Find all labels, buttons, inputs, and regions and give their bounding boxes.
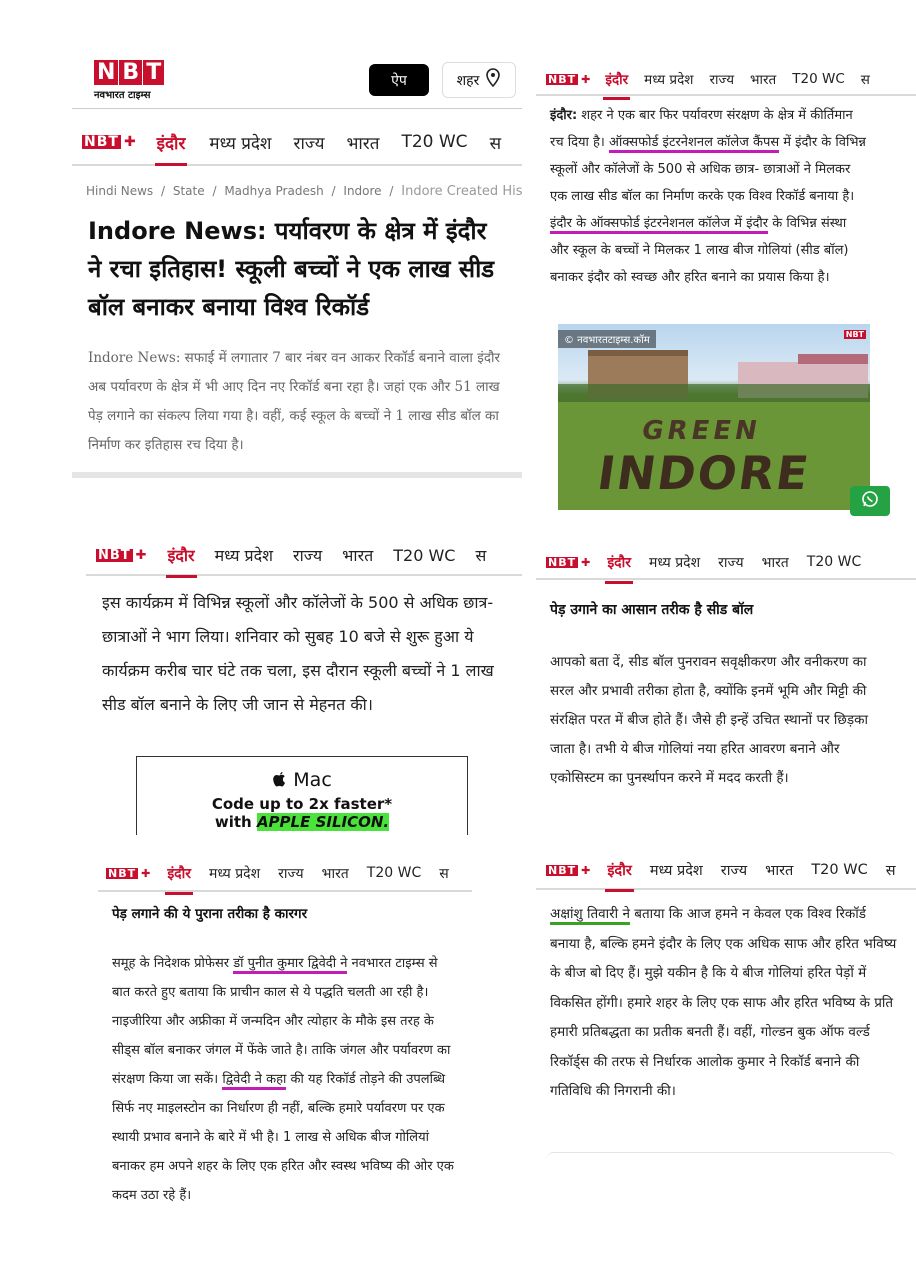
- ad-line-2: with APPLE SILICON.: [214, 813, 390, 831]
- nav-item-indore[interactable]: इंदौर: [167, 865, 191, 882]
- article-summary: Indore News: सफाई में लगातार 7 बार नंबर वन आकर रिकॉर्ड बनाने वाला इंदौर अब पर्यावरण के क्षेत्र में भी आए दिन नए रिकॉर्ड बना रहा है। जहां एक और 51 लाख पेड़ लगाने का संकल्प लिया गया है। वहीं, कई स्कूल के बच्चों ने 1 लाख सीड बॉल का निर्माण कर इतिहास रच दिया है।: [88, 350, 501, 453]
- highlight-oxford-college: इंदौर के ऑक्सफोर्ड इंटरनेशनल कॉलेज में इंदौर: [550, 216, 768, 234]
- nav-item-t20wc[interactable]: T20 WC: [811, 862, 868, 878]
- nav-item-rajya[interactable]: राज्य: [718, 554, 744, 571]
- seed-ball-paragraph: आपको बता दें, सीड बॉल पुनरावन सवृक्षीकरण और वनीकरण का सरल और प्रभावी तरीका होता है, क्योंकि इनमें भूमि और मिट्टी की संरक्षित परत में बीज होते हैं। जैसे ही इन्हें उचित स्थानों पर छिड़का जाता है। तभी ये बीज गोलियां नया हरित आवरण बनाने और एकोसिस्टम का पुनर्स्थापन करने में मदद करती हैं।: [550, 654, 868, 786]
- nav-item-t20wc[interactable]: T20 WC: [806, 554, 862, 570]
- nav-item-indore[interactable]: इंदौर: [607, 554, 631, 571]
- nav-item-madhya-pradesh[interactable]: मध्य प्रदेश: [644, 72, 694, 88]
- image-word-indore: INDORE: [594, 446, 814, 500]
- whatsapp-icon: [861, 490, 879, 512]
- nav-item-more[interactable]: स: [885, 863, 896, 879]
- top-nav: [536, 64, 916, 96]
- panel-old-method: [98, 852, 472, 1272]
- dateline: इंदौर:: [550, 108, 578, 123]
- section-heading: पेड़ लगाने की ये पुराना तरीका है कारगर: [112, 906, 308, 922]
- nav-item-more[interactable]: स: [860, 72, 870, 88]
- intro-paragraph: इंदौर: शहर ने एक बार फिर पर्यावरण संरक्षण के क्षेत्र में कीर्तिमान रच दिया है। ऑक्सफोर्ड इंटरनेशनल कॉलेज कैंपस में इंदौर के विभिन्न स्कूलों और कॉलेजों के 500 से अधिक छात्र- छात्राओं ने मिलकर एक लाख सीड बॉल का निर्माण करके एक विश्व रिकॉर्ड बनाया है। इंदौर के ऑक्सफोर्ड इंटरनेशनल कॉलेज में इंदौर के विभिन्न संस्था और स्कूल के बच्चों ने मिलकर 1 लाख बीज गोलियां (सीड बॉल) बनाकर इंदौर को स्वच्छ और हरित बनाने का प्रयास किया है।: [550, 108, 866, 285]
- nav-item-rajya[interactable]: राज्य: [293, 546, 323, 565]
- panel-world-record-quote: [536, 848, 916, 1168]
- breadcrumb-madhya-pradesh[interactable]: Madhya Pradesh: [224, 184, 324, 198]
- section-heading: पेड़ उगाने का आसान तरीक है सीड बॉल: [550, 602, 754, 618]
- apple-logo-icon: [272, 769, 293, 791]
- breadcrumb-current: Indore Created His: [401, 184, 522, 199]
- breadcrumb-indore[interactable]: Indore: [343, 184, 382, 198]
- nav-item-bharat[interactable]: भारत: [342, 546, 374, 565]
- whatsapp-share-button[interactable]: [850, 486, 890, 516]
- nav-item-t20wc[interactable]: T20 WC: [366, 865, 422, 881]
- highlight-dwivedi-said: द्विवेदी ने कहा: [222, 1072, 286, 1090]
- top-nav: [98, 856, 472, 892]
- nav-item-rajya[interactable]: राज्य: [278, 865, 304, 882]
- nbt-nav-logo[interactable]: NBT ✚: [84, 134, 137, 150]
- nav-item-indore[interactable]: इंदौर: [605, 72, 629, 88]
- location-pin-icon: [485, 68, 501, 92]
- nav-item-indore[interactable]: इंदौर: [167, 546, 195, 565]
- image-credit: © नवभारतटाइम्स.कॉम: [558, 330, 656, 348]
- panel-article-intro: [536, 60, 916, 522]
- quote-paragraph: अक्षांशु तिवारी ने बताया कि आज हमने न केवल एक विश्व रिकॉर्ड बनाया है, बल्कि हमने इंदौर के लिए एक अधिक साफ और हरित भविष्य के बीज बो दिए हैं। मुझे यकीन है कि ये बीज गोलियां हरित पेड़ों में विकसित होंगी। हमारे शहर के लिए एक साफ और हरित भविष्य के प्रति हमारी प्रतिबद्धता का प्रतीक बनती हैं। वहीं, गोल्डन बुक ऑफ वर्ल्ड रिकॉर्ड्स की तरफ से निर्धारक आलोक कुमार ने रिकॉर्ड बनाने की गतिविधि की निगरानी की।: [550, 906, 897, 1099]
- nbt-nav-logo[interactable]: NBT ✚: [108, 866, 152, 880]
- top-nav: [72, 120, 522, 166]
- breadcrumb: Hindi News / State / Madhya Pradesh / Indore / Indore Created His: [86, 184, 522, 199]
- panel-article-header: [72, 40, 522, 480]
- nbt-nav-logo[interactable]: NBT ✚: [548, 72, 592, 86]
- highlight-director-name: डॉ पुनीत कुमार द्विवेदी ने: [233, 956, 347, 974]
- nav-item-t20wc[interactable]: T20 WC: [792, 71, 845, 87]
- nbt-nav-logo[interactable]: NBT ✚: [548, 555, 592, 569]
- nav-item-bharat[interactable]: भारत: [321, 865, 349, 882]
- nav-item-madhya-pradesh[interactable]: मध्य प्रदेश: [648, 554, 701, 571]
- nbt-nav-logo[interactable]: NBT ✚: [548, 863, 592, 877]
- article-image[interactable]: [558, 324, 870, 510]
- image-word-green: GREEN: [639, 416, 764, 446]
- city-button-label: शहर: [456, 72, 480, 89]
- panel-program-details: [86, 530, 522, 835]
- program-paragraph: इस कार्यक्रम में विभिन्न स्कूलों और कॉलेजों के 500 से अधिक छात्र- छात्राओं ने भाग लिया। शनिवार को सुबह 10 बजे से शुरू हुआ ये कार्यक्रम करीब चार घंटे तक चला, इस दौरान स्कूली बच्चों ने 1 लाख सीड बॉल बनाने के लिए जी जान से मेहनत की।: [102, 593, 494, 714]
- ad-brand: Mac: [137, 769, 467, 791]
- nav-item-more[interactable]: स: [439, 865, 449, 882]
- advertisement[interactable]: [136, 756, 468, 835]
- panel-seed-ball-method: [536, 540, 916, 830]
- top-nav: [86, 536, 522, 576]
- old-method-paragraph: समूह के निदेशक प्रोफेसर डॉ पुनीत कुमार द्विवेदी ने नवभारत टाइम्स से बात करते हुए बताया कि प्राचीन काल से ये पद्धति चलती आ रही है। नाइजीरिया और अफ्रीका में जन्मदिन और त्योहार के मौके इस तरह के सीड्स बॉल बनाकर जंगल में फेंके जाते है। ताकि जंगल और पर्यावरण का संरक्षण किया जा सकें। द्विवेदी ने कहा की यह रिकॉर्ड तोड़ने की उपलब्धि सिर्फ नए माइलस्टोन का निर्धारण ही नहीं, बल्कि हमारे पर्यावरण पर एक स्थायी प्रभाव बनाने के बारे में भी है। 1 लाख से अधिक बीज गोलियां बनाकर हम अपने शहर के लिए एक हरित और स्वस्थ भविष्य की ओर एक कदम उठा रहे हैं।: [112, 956, 454, 1203]
- nav-item-bharat[interactable]: भारत: [761, 554, 789, 571]
- highlight-oxford-campus: ऑक्सफोर्ड इंटरनेशनल कॉलेज कैंपस: [609, 135, 779, 153]
- nav-item-more[interactable]: स: [475, 546, 487, 565]
- image-nbt-badge: NBT: [845, 330, 864, 339]
- nav-item-rajya[interactable]: राज्य: [293, 133, 325, 154]
- nav-item-rajya[interactable]: राज्य: [709, 72, 735, 88]
- article-headline: Indore News: पर्यावरण के क्षेत्र में इंदौर ने रचा इतिहास! स्कूली बच्चों ने एक लाख सीड बॉल बनाकर बनाया विश्व रिकॉर्ड: [88, 217, 495, 321]
- nav-item-t20wc[interactable]: T20 WC: [393, 545, 456, 565]
- app-button-label: ऐप: [391, 72, 407, 89]
- app-button[interactable]: [369, 64, 429, 96]
- breadcrumb-state[interactable]: State: [172, 184, 205, 198]
- brand-subtitle: नवभारत टाइम्स: [94, 90, 151, 101]
- nav-item-more[interactable]: स: [489, 133, 502, 154]
- nav-item-bharat[interactable]: भारत: [750, 72, 777, 88]
- nav-item-madhya-pradesh[interactable]: मध्य प्रदेश: [649, 863, 703, 879]
- nav-item-bharat[interactable]: भारत: [346, 133, 380, 154]
- breadcrumb-hindi-news[interactable]: Hindi News: [86, 184, 154, 198]
- nav-item-t20wc[interactable]: T20 WC: [401, 132, 468, 152]
- nav-item-indore[interactable]: इंदौर: [607, 860, 632, 880]
- ad-line-1: Code up to 2x faster*: [211, 795, 393, 813]
- nav-item-madhya-pradesh[interactable]: मध्य प्रदेश: [214, 546, 274, 565]
- highlight-akshanshu-tiwari: अक्षांशु तिवारी ने: [550, 906, 630, 925]
- nav-item-madhya-pradesh[interactable]: मध्य प्रदेश: [208, 865, 261, 882]
- nav-item-rajya[interactable]: राज्य: [720, 863, 748, 879]
- city-button[interactable]: [442, 62, 516, 98]
- top-nav: [536, 852, 916, 890]
- nav-item-bharat[interactable]: भारत: [765, 863, 794, 879]
- top-nav: [536, 546, 916, 580]
- nav-item-indore[interactable]: इंदौर: [157, 131, 186, 154]
- nbt-logo[interactable]: N B T नवभारत टाइम्स: [94, 60, 174, 101]
- next-card-edge: [546, 1152, 896, 1168]
- nav-item-madhya-pradesh[interactable]: मध्य प्रदेश: [209, 133, 272, 154]
- nbt-nav-logo[interactable]: NBT ✚: [98, 547, 148, 563]
